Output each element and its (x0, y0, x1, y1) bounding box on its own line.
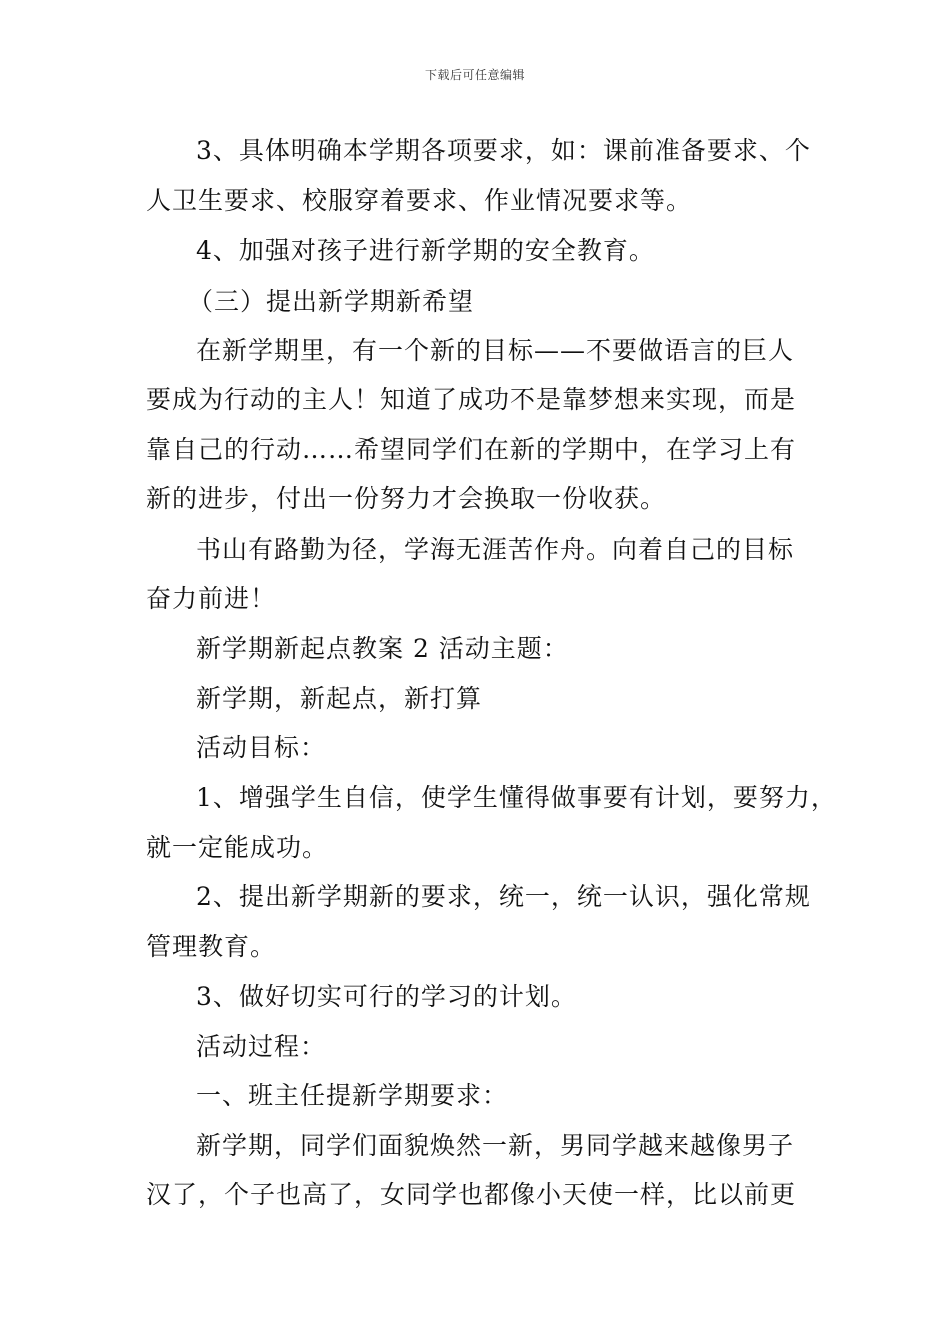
paragraph-line: 新的进步，付出一份努力才会换取一份收获。 (146, 484, 667, 513)
paragraph-line: 活动目标： (196, 733, 327, 762)
section-heading: （三）提出新学期新希望 (188, 287, 475, 316)
paragraph-line: 新学期，新起点，新打算 (196, 684, 483, 713)
paragraph-line: 靠自己的行动……希望同学们在新的学期中，在学习上有 (146, 435, 797, 464)
paragraph-line: 3、具体明确本学期各项要求，如：课前准备要求、个 (196, 136, 811, 165)
paragraph-line: 要成为行动的主人！知道了成功不是靠梦想来实现，而是 (146, 385, 797, 414)
paragraph-line: 新学期，同学们面貌焕然一新，男同学越来越像男子 (196, 1131, 795, 1160)
paragraph-line: 1、增强学生自信，使学生懂得做事要有计划，要努力， (196, 783, 837, 812)
paragraph-line: 汉了，个子也高了，女同学也都像小天使一样，比以前更 (146, 1180, 797, 1209)
paragraph-line: 4、加强对孩子进行新学期的安全教育。 (196, 236, 655, 265)
paragraph-line: 管理教育。 (146, 932, 277, 961)
page-header: 下载后可任意编辑 (424, 68, 525, 82)
paragraph-line: 一、班主任提新学期要求： (196, 1081, 509, 1110)
paragraph-line: 人卫生要求、校服穿着要求、作业情况要求等。 (146, 186, 693, 215)
paragraph-line: 3、做好切实可行的学习的计划。 (196, 982, 577, 1011)
paragraph-line: 书山有路勤为径，学海无涯苦作舟。向着自己的目标 (196, 535, 795, 564)
paragraph-line: 活动过程： (196, 1032, 327, 1061)
paragraph-line: 就一定能成功。 (146, 833, 329, 862)
paragraph-line: 2、提出新学期新的要求，统一，统一认识，强化常规 (196, 882, 811, 911)
paragraph-line: 在新学期里，有一个新的目标——不要做语言的巨人 (196, 336, 795, 365)
paragraph-line: 新学期新起点教案 2 活动主题： (196, 634, 569, 663)
paragraph-line: 奋力前进！ (146, 584, 277, 613)
